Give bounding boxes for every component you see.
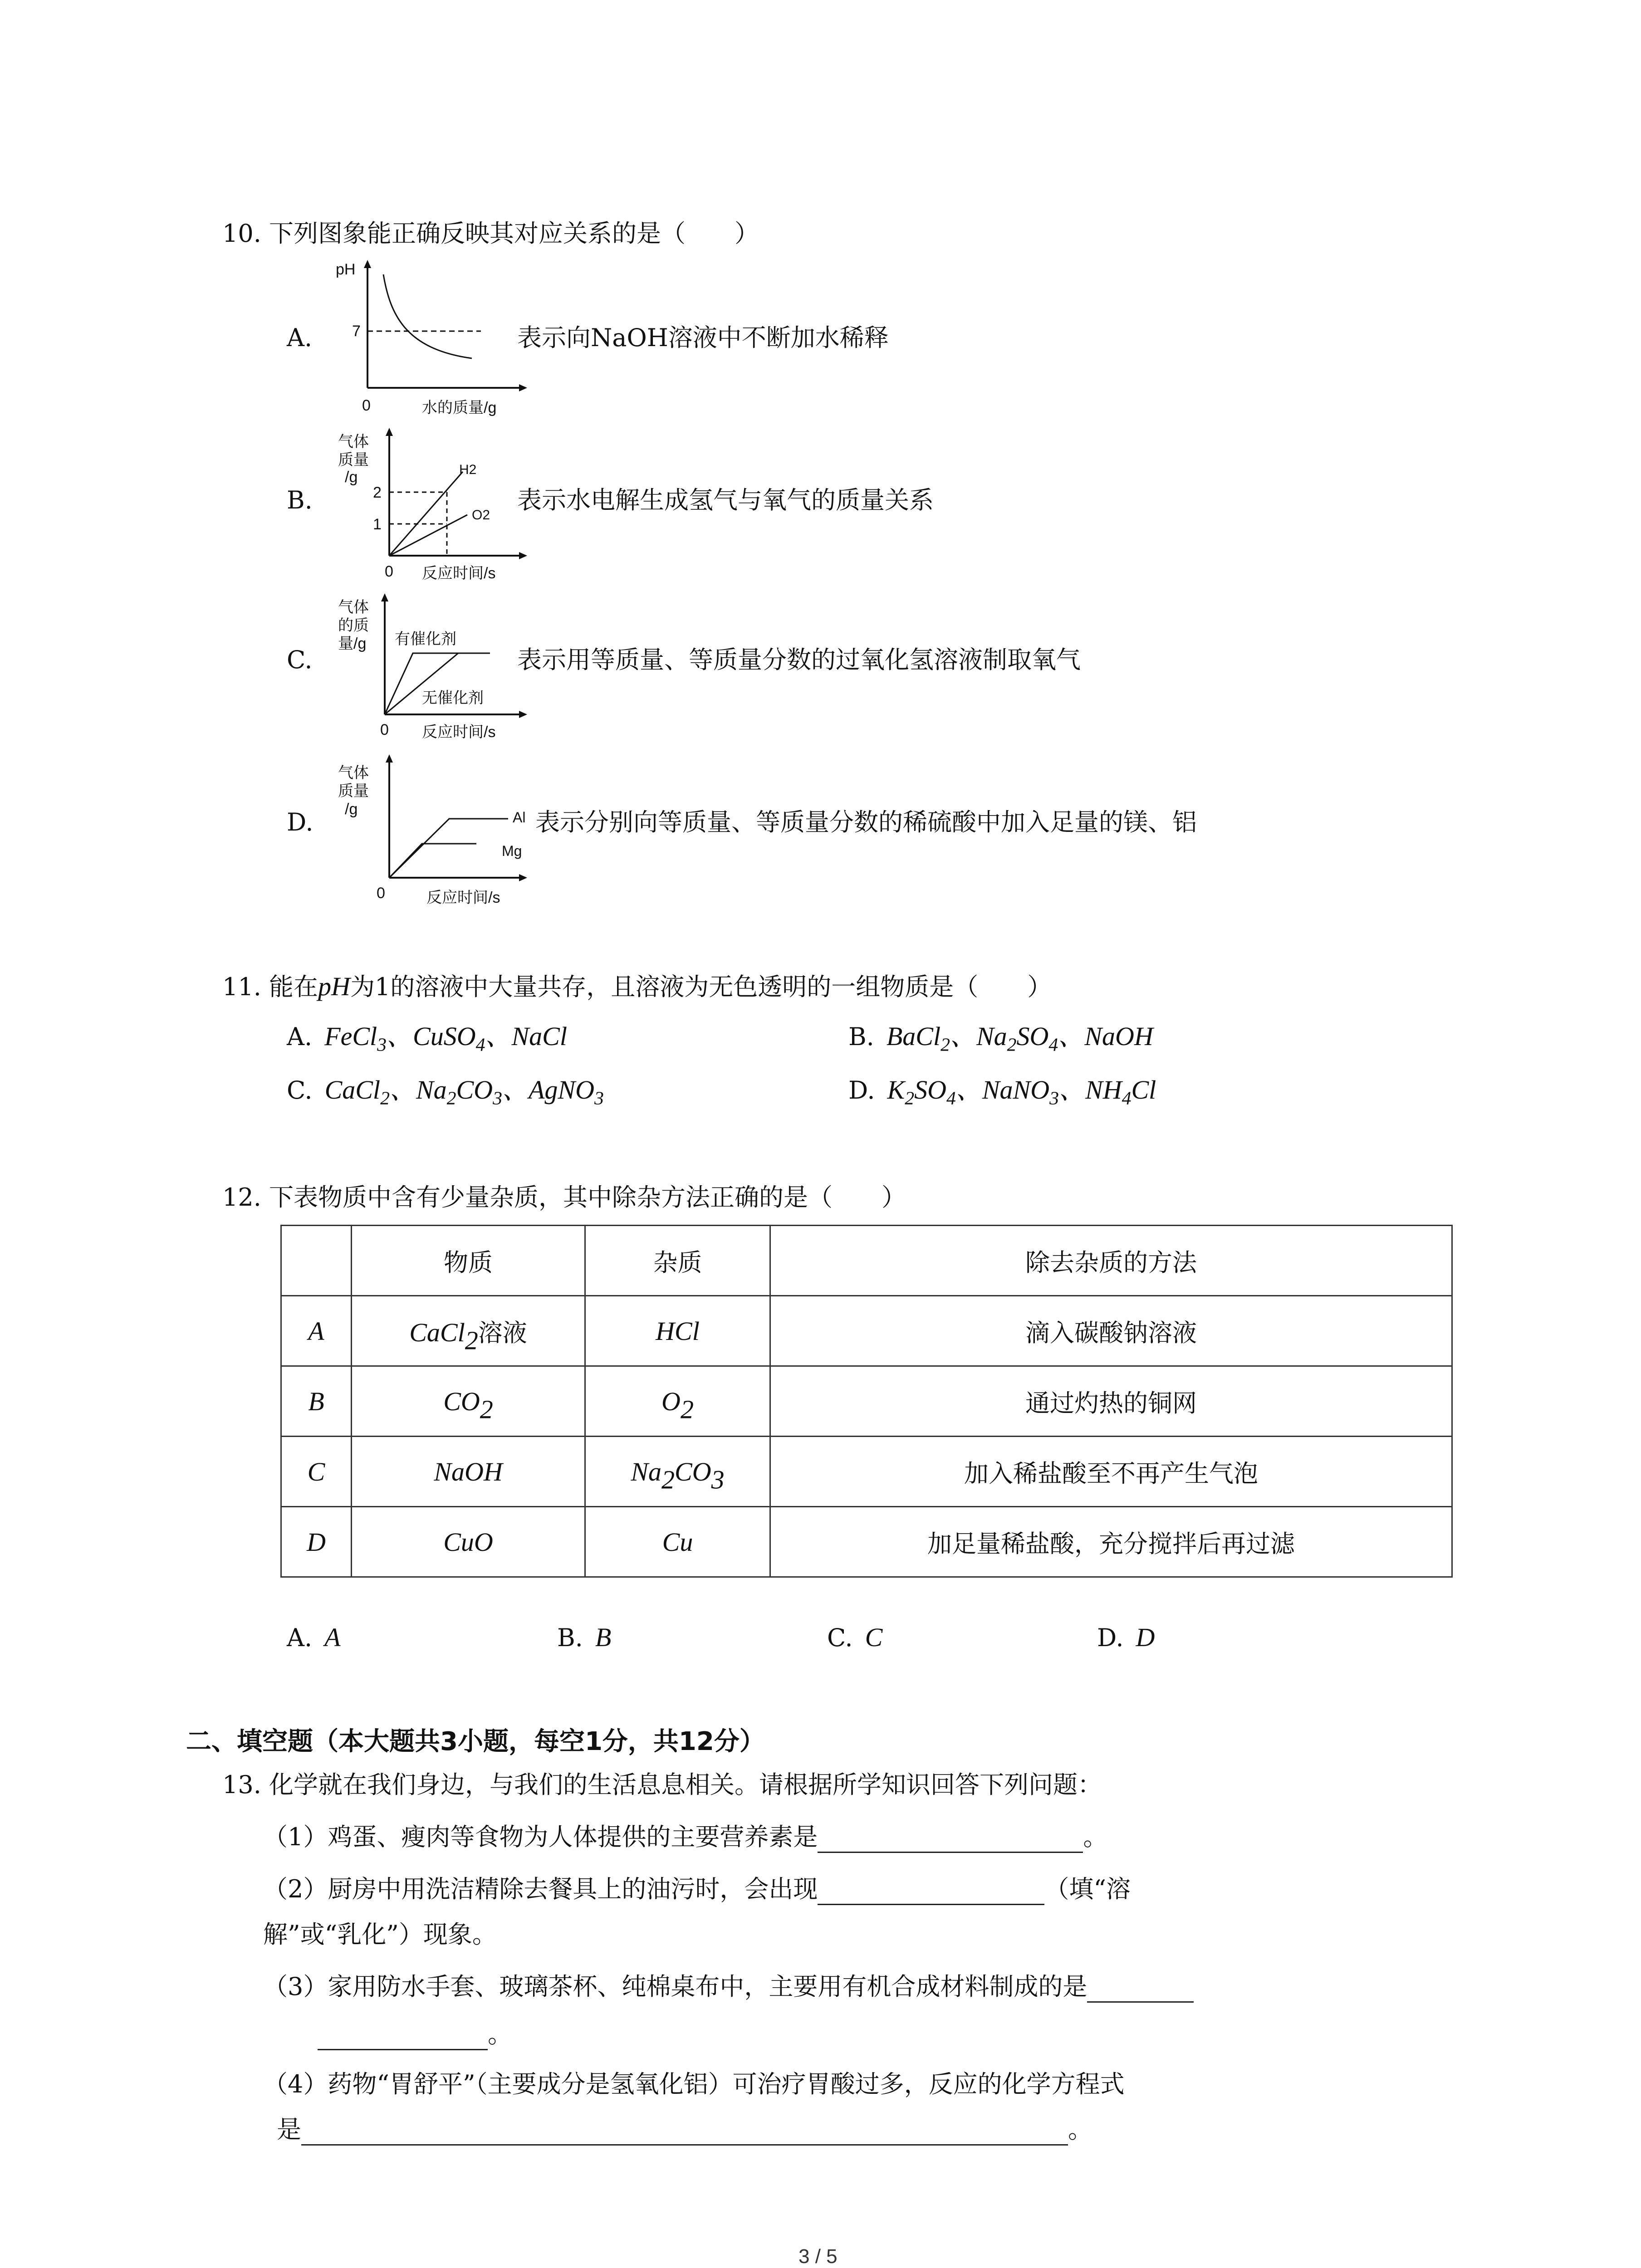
q12-option-b	[557, 1622, 611, 1654]
graph-d-ylabel-3: /g	[345, 801, 358, 818]
table-cell-key: A	[281, 1296, 352, 1366]
q11-option-c-letter: C.	[287, 1076, 313, 1105]
q13-part-1-end: 。	[1083, 1823, 1108, 1851]
graph-b-origin: 0	[385, 563, 393, 580]
table-cell-impurity	[585, 1507, 770, 1577]
table-row	[281, 1296, 1452, 1366]
formula-sub: 4	[475, 1034, 485, 1056]
graph-b-ytick-1: 1	[373, 516, 382, 533]
graph-c-ylabel-3: 量/g	[338, 635, 367, 652]
table-header-cell: 除去杂质的方法	[770, 1226, 1452, 1296]
graph-b-series-h2: H2	[459, 462, 477, 477]
formula-sub: 3	[493, 1088, 502, 1109]
formula-sub: 2	[446, 1088, 456, 1109]
graph-b-ylabel-2: 质量	[338, 451, 369, 469]
graph-b-ytick-2: 2	[373, 484, 382, 501]
option-value: C	[865, 1623, 883, 1652]
formula-part: CaCl	[324, 1075, 381, 1105]
formula-part: BaCl	[886, 1022, 941, 1051]
option-letter: C.	[827, 1623, 853, 1652]
formula-part: 、Na	[389, 1075, 447, 1105]
table-cell-substance	[352, 1296, 585, 1366]
graph-c-series-catalyst: 有催化剂	[395, 631, 456, 648]
q12-table	[280, 1225, 1453, 1578]
cell-formula-sub: 2	[661, 1464, 675, 1494]
q10-stem: 10. 下列图象能正确反映其对应关系的是（ ）	[222, 219, 759, 248]
q10-option-b-text: 表示水电解生成氢气与氧气的质量关系	[517, 486, 934, 514]
answer-blank-1[interactable]	[818, 1824, 1083, 1853]
q11-option-c	[287, 1074, 604, 1109]
graph-b-xlabel: 反应时间/s	[422, 565, 496, 582]
answer-blank-4[interactable]	[301, 2117, 1068, 2146]
formula-sub: 2	[1007, 1034, 1017, 1056]
cell-formula: NaOH	[434, 1457, 503, 1486]
formula-part: 、AgNO	[502, 1075, 594, 1105]
answer-blank-3b[interactable]	[318, 2022, 488, 2050]
q13-part-4: （4）药物“胃舒平”（主要成分是氢氧化铝）可治疗胃酸过多，反应的化学方程式	[263, 2070, 1125, 2098]
q13-part-1	[263, 1821, 1107, 1853]
table-cell-impurity	[585, 1437, 770, 1507]
cell-formula-sub: 3	[711, 1464, 725, 1494]
table-cell-key: D	[281, 1507, 352, 1577]
formula-sub: 4	[946, 1088, 956, 1109]
q12-stem: 12. 下表物质中含有少量杂质，其中除杂方法正确的是（ ）	[222, 1183, 906, 1212]
cell-formula-sub: 2	[480, 1394, 493, 1424]
cell-formula: CuO	[443, 1527, 493, 1557]
cell-formula-suffix: 溶液	[478, 1318, 527, 1347]
q13-part-2-line-2: 解”或“乳化”）现象。	[263, 1920, 497, 1949]
q11-option-b	[848, 1021, 1153, 1056]
formula-sub: 4	[1048, 1034, 1058, 1056]
q13-part-3-line-2	[318, 2019, 512, 2050]
graph-c-ylabel-2: 的质	[338, 617, 369, 634]
graph-b-ylabel-1: 气体	[338, 433, 369, 450]
formula-part: CO	[456, 1075, 493, 1105]
graph-c-xlabel: 反应时间/s	[422, 723, 496, 741]
q11-option-a-letter: A.	[287, 1022, 313, 1051]
graph-d-xlabel: 反应时间/s	[426, 889, 500, 906]
graph-a-ylabel: pH	[336, 261, 356, 278]
formula-sub: 2	[380, 1088, 390, 1109]
q10-option-d-text: 表示分别向等质量、等质量分数的稀硫酸中加入足量的镁、铝	[535, 808, 1197, 836]
q13-part-4-line-2	[277, 2114, 1092, 2146]
graph-d-ylabel-1: 气体	[338, 764, 369, 782]
formula-part: FeCl	[324, 1022, 377, 1051]
formula-sub: 3	[1049, 1088, 1059, 1109]
q13-part-1-text: （1）鸡蛋、瘦肉等食物为人体提供的主要营养素是	[263, 1823, 818, 1851]
graph-d-series-mg: Mg	[502, 843, 522, 859]
formula-part: 、NH	[1059, 1075, 1122, 1105]
q10-option-d-letter: D.	[287, 808, 314, 836]
formula-sub: 4	[1122, 1088, 1132, 1109]
graph-d-ylabel-2: 质量	[338, 782, 369, 800]
table-header-cell: 物质	[352, 1226, 585, 1296]
cell-formula: HCl	[656, 1316, 700, 1346]
cell-formula: O	[661, 1386, 681, 1416]
q11-option-d-formula	[887, 1075, 1156, 1109]
q13-part-3-text: （3）家用防水手套、玻璃茶杯、纯棉桌布中，主要用有机合成材料制成的是	[263, 1972, 1087, 2001]
formula-sub: 2	[941, 1034, 950, 1056]
q11-stem-var: pH	[318, 972, 350, 1001]
q10-option-c-letter: C.	[287, 645, 313, 674]
table-header-cell	[281, 1226, 352, 1296]
table-cell-impurity	[585, 1366, 770, 1437]
q11-option-d	[848, 1074, 1156, 1109]
formula-part: SO	[914, 1075, 946, 1105]
option-letter: B.	[557, 1623, 583, 1652]
graph-d-series-al: Al	[513, 809, 526, 826]
table-cell-substance	[352, 1437, 585, 1507]
graph-d-origin: 0	[377, 885, 385, 902]
q11-stem-mid: 为1的溶液中大量共存，且溶液为无色透明的一组物质是（ ）	[350, 973, 1052, 1001]
formula-sub: 2	[905, 1088, 915, 1109]
table-row	[281, 1437, 1452, 1507]
q13-part-2-suffix: （填“溶	[1044, 1875, 1131, 1903]
q10-option-a-graph	[331, 256, 540, 433]
q12-option-d	[1097, 1622, 1155, 1654]
cell-formula: CaCl	[409, 1317, 465, 1347]
formula-sub: 3	[377, 1034, 387, 1056]
graph-b-series-o2: O2	[472, 508, 490, 523]
formula-part: SO	[1016, 1022, 1049, 1051]
q11-option-b-letter: B.	[848, 1022, 874, 1051]
q11-option-a-formula	[324, 1022, 567, 1056]
table-header-cell: 杂质	[585, 1226, 770, 1296]
q10-option-c-text: 表示用等质量、等质量分数的过氧化氢溶液制取氧气	[517, 645, 1081, 674]
answer-blank-2[interactable]	[818, 1877, 1044, 1905]
cell-formula-sub: 2	[680, 1394, 694, 1424]
graph-b-ylabel-3: /g	[345, 469, 358, 486]
option-value: D	[1136, 1623, 1155, 1652]
graph-c-ylabel-1: 气体	[338, 599, 369, 616]
answer-blank-3a[interactable]	[1087, 1974, 1194, 2003]
formula-part: 、CuSO	[387, 1022, 476, 1051]
option-value: A	[324, 1623, 341, 1652]
q13-part-2	[263, 1873, 1131, 1905]
formula-part: 、NaOH	[1058, 1022, 1153, 1051]
q11-option-b-formula	[886, 1022, 1153, 1056]
cell-formula-sub: 2	[465, 1325, 478, 1355]
q10-option-b-letter: B.	[287, 486, 313, 514]
page-number: 3 / 5	[798, 2245, 838, 2268]
table-cell-key: B	[281, 1366, 352, 1437]
q12-option-c	[827, 1622, 882, 1654]
graph-c-origin: 0	[380, 721, 389, 738]
formula-part: Cl	[1131, 1075, 1156, 1105]
table-row	[281, 1366, 1452, 1437]
graph-a-ytick: 7	[352, 323, 361, 340]
graph-c-series-no-catalyst: 无催化剂	[422, 689, 484, 707]
table-cell-method: 加足量稀盐酸，充分搅拌后再过滤	[770, 1507, 1452, 1577]
formula-part: K	[887, 1075, 905, 1105]
q11-option-a	[287, 1021, 567, 1056]
q11-option-d-letter: D.	[848, 1076, 875, 1105]
table-row	[281, 1507, 1452, 1577]
q10-option-c-graph	[331, 590, 540, 748]
cell-formula: Cu	[662, 1527, 693, 1557]
q13-part-4-end: 。	[1068, 2115, 1092, 2144]
cell-formula: Na	[631, 1457, 662, 1486]
table-cell-substance	[352, 1507, 585, 1577]
q13-stem: 13. 化学就在我们身边，与我们的生活息息相关。请根据所学知识回答下列问题：	[222, 1770, 1102, 1799]
option-letter: D.	[1097, 1623, 1124, 1652]
q13-part-2-text: （2）厨房中用洗洁精除去餐具上的油污时，会出现	[263, 1875, 818, 1903]
section-title: 二、填空题（本大题共3小题，每空1分，共12分）	[186, 1727, 765, 1756]
q13-part-3-end: 。	[488, 2020, 512, 2048]
table-cell-method: 加入稀盐酸至不再产生气泡	[770, 1437, 1452, 1507]
table-cell-impurity	[585, 1296, 770, 1366]
q11-stem	[222, 971, 1052, 1003]
formula-part: 、NaNO	[955, 1075, 1050, 1105]
q11-stem-pre: 11. 能在	[222, 973, 318, 1001]
formula-sub: 3	[594, 1088, 604, 1109]
formula-part: 、NaCl	[485, 1022, 567, 1051]
q10-option-d-graph	[331, 751, 540, 912]
table-header-row	[281, 1226, 1452, 1296]
q10-option-b-graph	[331, 424, 540, 587]
formula-part: 、Na	[950, 1022, 1007, 1051]
cell-formula: CO	[443, 1386, 480, 1416]
q12-option-a	[287, 1622, 341, 1654]
q13-part-4-prefix: 是	[277, 2115, 301, 2144]
cell-formula: CO	[675, 1457, 711, 1486]
option-letter: A.	[287, 1623, 313, 1652]
graph-a-origin: 0	[362, 397, 371, 414]
q13-part-3	[263, 1971, 1194, 2003]
table-cell-method: 通过灼热的铜网	[770, 1366, 1452, 1437]
graph-a-xlabel: 水的质量/g	[422, 399, 497, 416]
table-cell-key: C	[281, 1437, 352, 1507]
q11-option-c-formula	[324, 1075, 604, 1109]
table-cell-substance	[352, 1366, 585, 1437]
q10-option-a-text: 表示向NaOH溶液中不断加水稀释	[517, 323, 889, 352]
table-cell-method: 滴入碳酸钠溶液	[770, 1296, 1452, 1366]
option-value: B	[595, 1623, 612, 1652]
q10-option-a-letter: A.	[287, 323, 313, 352]
